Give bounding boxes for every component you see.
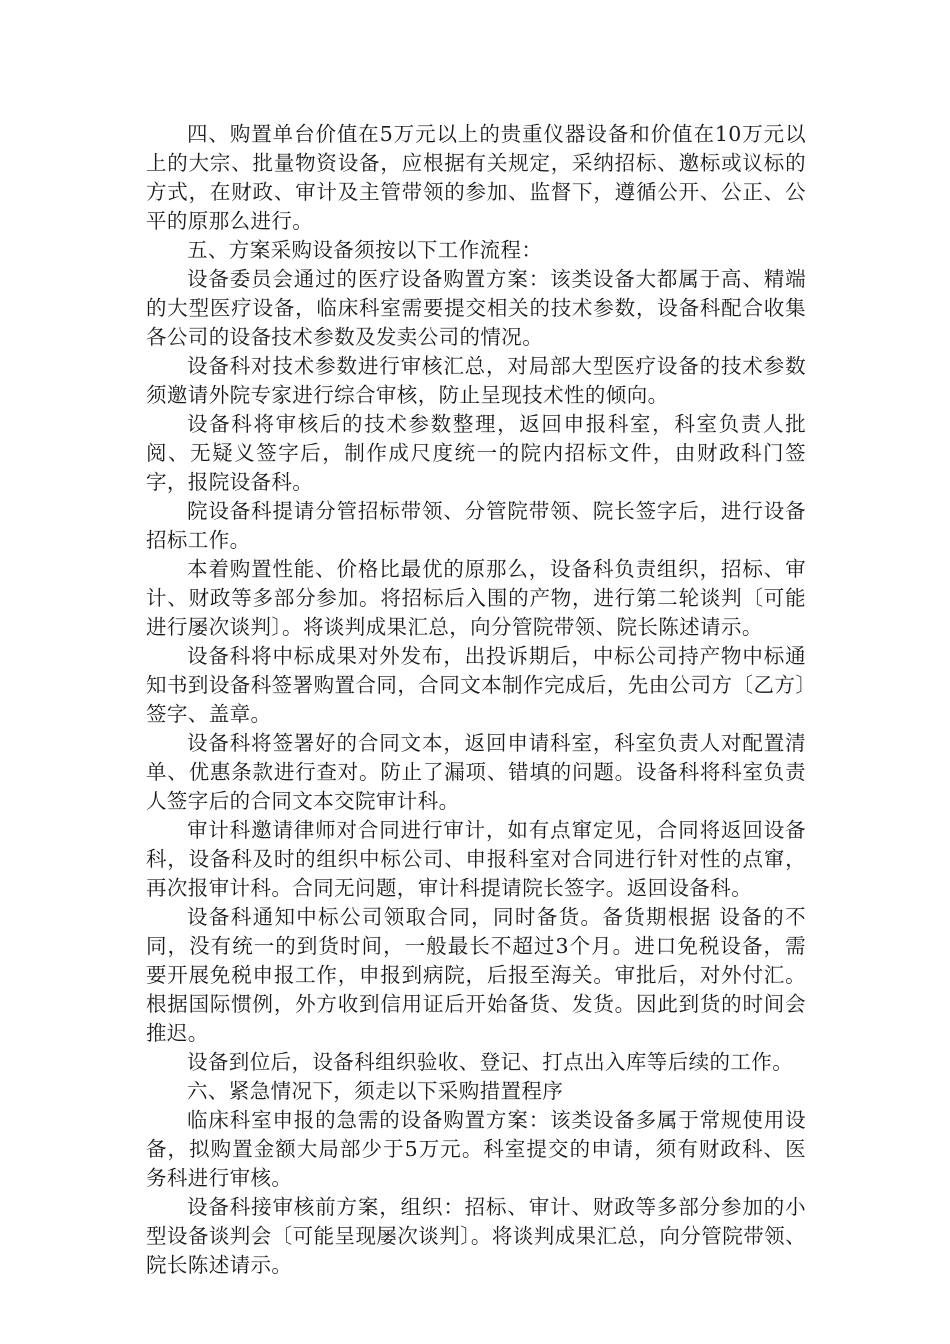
paragraph: 设备科将中标成果对外发布，出投诉期后，中标公司持产物中标通知书到设备科签署购置合同，合同文本制作完成后，先由公司方〔乙方〕签字、盖章。 [146, 644, 806, 726]
document-body [146, 120, 806, 1280]
paragraph: 设备到位后，设备科组织验收、登记、打点出入库等后续的工作。 [187, 1050, 794, 1074]
paragraph-section-six-heading: 六、紧急情况下，须走以下采购措置程序 [187, 1079, 564, 1103]
paragraph: 设备委员会通过的医疗设备购置方案：该类设备大都属于高、精端的大型医疗设备，临床科室需要提交相关的技术参数，设备科配合收集各公司的设备技术参数及发卖公司的情况。 [146, 267, 806, 349]
paragraph-section-four: 四、购置单台价值在5万元以上的贵重仪器设备和价值在10万元以上的大宗、批量物资设备，应根据有关规定，采纳招标、邀标或议标的方式，在财政、审计及主管带领的参加、监督下，遵循公开、公正、公平的原那么进行。 [146, 122, 806, 233]
paragraph: 临床科室申报的急需的设备购置方案：该类设备多属于常规使用设备，拟购置金额大局部少于5万元。科室提交的申请，须有财政科、医务科进行审核。 [146, 1108, 806, 1190]
paragraph: 设备科对技术参数进行审核汇总，对局部大型医疗设备的技术参数须邀请外院专家进行综合审核，防止呈现技术性的倾向。 [146, 354, 806, 407]
paragraph: 审计科邀请律师对合同进行审计，如有点窜定见，合同将返回设备科，设备科及时的组织中标公司、申报科室对合同进行针对性的点窜，再次报审计科。合同无问题，审计科提请院长签字。返回设备科。 [146, 818, 806, 900]
paragraph: 设备科通知中标公司领取合同，同时备货。备货期根据 设备的不同，没有统一的到货时间，一般最长不超过3个月。进口免税设备，需要开展免税申报工作，申报到病院，后报至海关。审批后，对外付汇。根据国际惯例，外方收到信用证后开始备货、发货。因此到货的时间会推迟。 [146, 905, 806, 1045]
paragraph: 设备科将签署好的合同文本，返回申请科室，科室负责人对配置清单、优惠条款进行查对。防止了漏项、错填的问题。设备科将科室负责人签字后的合同文本交院审计科。 [146, 731, 806, 813]
paragraph: 设备科接审核前方案，组织：招标、审计、财政等多部分参加的小型设备谈判会〔可能呈现屡次谈判〕。将谈判成果汇总，向分管院带领、院长陈述请示。 [146, 1195, 806, 1277]
paragraph: 本着购置性能、价格比最优的原那么，设备科负责组织，招标、审计、财政等多部分参加。将招标后入围的产物，进行第二轮谈判〔可能进行屡次谈判〕。将谈判成果汇总，向分管院带领、院长陈述请示。 [146, 557, 806, 639]
paragraph-section-five-heading: 五、方案采购设备须按以下工作流程： [187, 238, 543, 262]
paragraph: 院设备科提请分管招标带领、分管院带领、院长签字后，进行设备招标工作。 [146, 499, 806, 552]
paragraph: 设备科将审核后的技术参数整理，返回申报科室，科室负责人批阅、无疑义签字后，制作成尺度统一的院内招标文件，由财政科门签字，报院设备科。 [146, 412, 806, 494]
